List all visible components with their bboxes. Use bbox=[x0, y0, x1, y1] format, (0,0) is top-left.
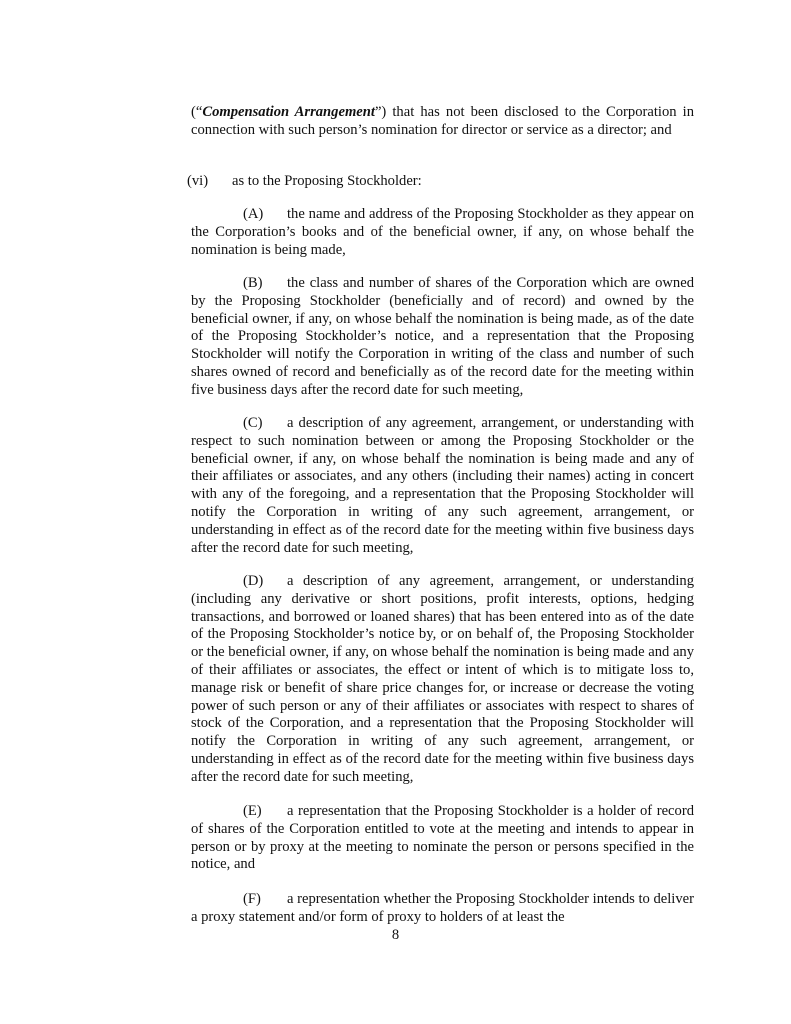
subitem-f-text: a representation whether the Proposing Stockholder intends to deliver a proxy statement and/or form of proxy to holders of at least the bbox=[191, 891, 694, 925]
subitem-e-label: (E) bbox=[243, 803, 262, 819]
paragraph-v-continuation bbox=[191, 104, 694, 140]
subitem-d bbox=[191, 573, 694, 787]
subitem-b-label: (B) bbox=[243, 275, 263, 291]
subitem-a bbox=[191, 206, 694, 259]
subitem-e bbox=[191, 803, 694, 874]
subitem-c-text: a description of any agreement, arrangement, or understanding with respect to such nomination between or among the Proposing Stockholder or the beneficial owner, if any, on whose behalf the nomination is being made and any of their affiliates or associates, and any others (including their names) acting in concert with any of the foregoing, and a representation that the Proposing Stockholder will notify the Corporation in writing of any such agreement, arrangement, or understanding in effect as of the record date for the meeting within five business days after the record date for such meeting, bbox=[191, 415, 694, 556]
paragraph-v-text: ”) that has not been disclosed to the Corporation in connection with such person’s nomination for director or service as a director; and bbox=[191, 104, 694, 138]
subitem-c-label: (C) bbox=[243, 415, 263, 431]
subitem-b-text: the class and number of shares of the Corporation which are owned by the Proposing Stockholder (beneficially and of record) and owned by the beneficial owner, if any, on whose behalf the nomination is being made, as of the date of the Proposing Stockholder’s notice, and a representation that the Proposing Stockholder will notify the Corporation in writing of the class and number of such shares owned of record and beneficially as of the record date for the meeting within five business days after the record date for such meeting, bbox=[191, 275, 694, 398]
page-number: 8 bbox=[391, 927, 400, 943]
subitem-d-text: a description of any agreement, arrangement, or understanding (including any derivative or short positions, profit interests, options, hedging transactions, and borrowed or loaned shares) that has been entered into as of the date of the Proposing Stockholder’s notice by, or on behalf of, the Proposing Stockholder or the beneficial owner, if any, on whose behalf the nomination is being made and any of their affiliates or associates, the effect or intent of which is to mitigate loss to, manage risk or benefit of share price changes for, or increase or decrease the voting power of such person or any of their affiliates or associates with respect to shares of stock of the Corporation, and a representation that the Proposing Stockholder will notify the Corporation in writing of any such agreement, arrangement, or understanding in effect as of the record date for the meeting within five business days after the record date for such meeting, bbox=[191, 573, 695, 785]
subitem-d-label: (D) bbox=[243, 573, 264, 589]
defined-term: Compensation Arrangement bbox=[202, 104, 375, 120]
subitem-c bbox=[191, 415, 694, 557]
subitem-a-text: the name and address of the Proposing Stockholder as they appear on the Corporation’s books and of the beneficial owner, if any, on whose behalf the nomination is being made, bbox=[191, 206, 694, 258]
subitem-f bbox=[191, 891, 694, 927]
item-vi-heading bbox=[187, 173, 422, 191]
subitem-a-label: (A) bbox=[243, 206, 264, 222]
item-vi-text: as to the Proposing Stockholder: bbox=[232, 173, 422, 189]
subitem-f-label: (F) bbox=[243, 891, 261, 907]
item-vi-label: (vi) bbox=[187, 173, 209, 189]
subitem-b bbox=[191, 275, 694, 400]
subitem-e-text: a representation that the Proposing Stockholder is a holder of record of shares of the Corporation entitled to vote at the meeting and intends to appear in person or by proxy at the meeting to nominate the person or persons specified in the notice, and bbox=[191, 803, 694, 873]
open-quote: (“ bbox=[191, 104, 203, 120]
